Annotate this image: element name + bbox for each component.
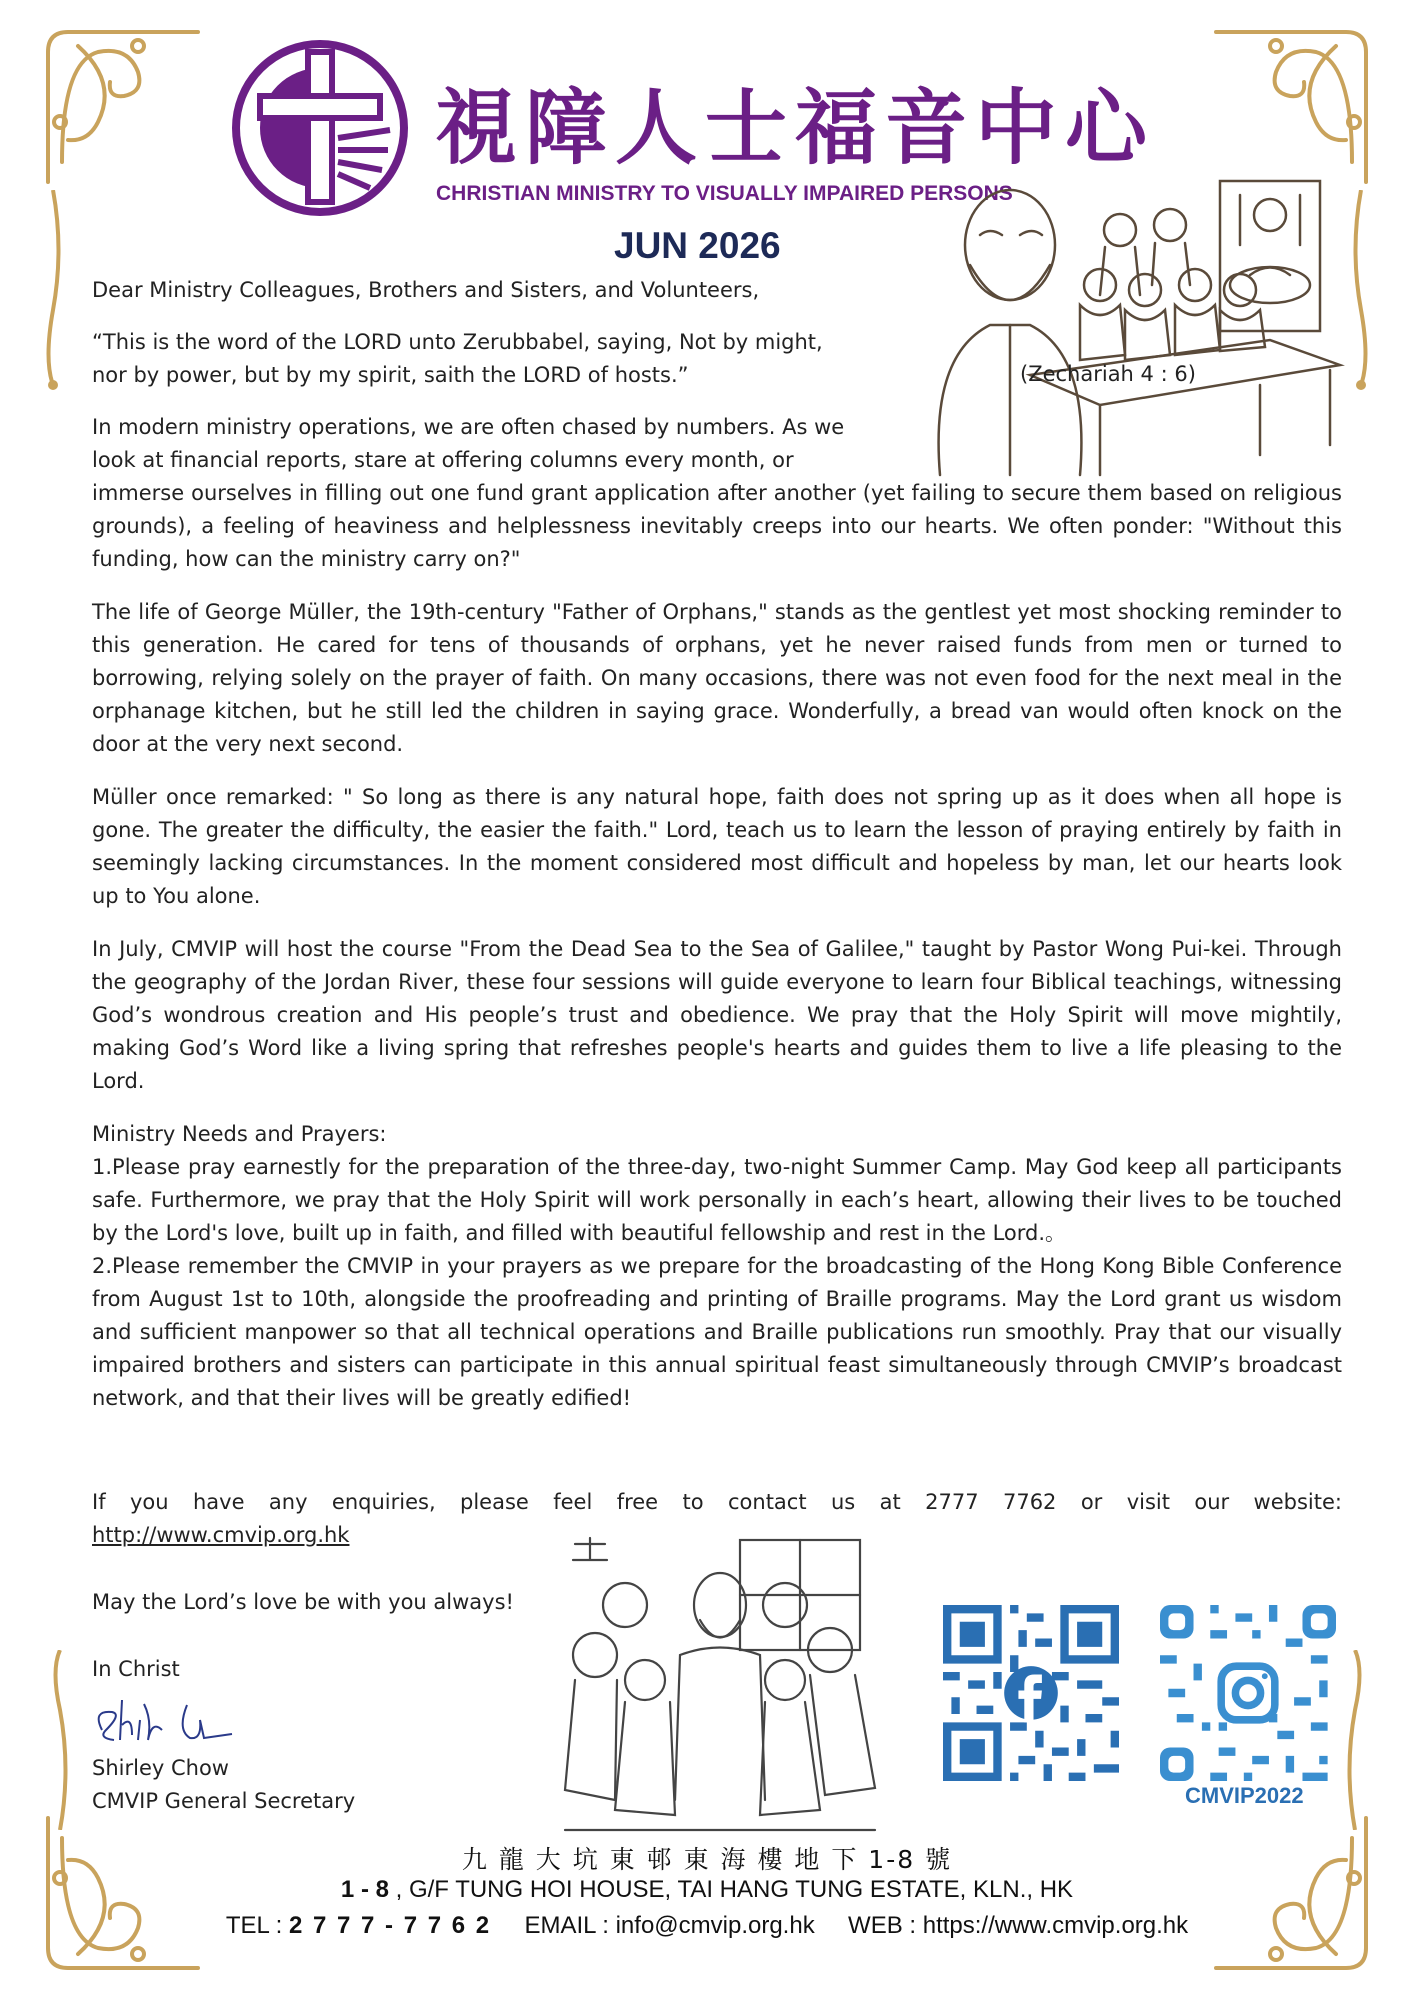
ministry-needs: [92, 1118, 1342, 1415]
web-value[interactable]: https://www.cmvip.org.hk: [922, 1912, 1189, 1939]
address-text: , G/F TUNG HOI HOUSE, TAI HANG TUNG ESTATE, KLN., HK: [395, 1876, 1074, 1903]
email-value[interactable]: info@cmvip.org.hk: [615, 1912, 815, 1939]
org-name-english: CHRISTIAN MINISTRY TO VISUALLY IMPAIRED PERSONS: [436, 182, 1013, 205]
needs-title: Ministry Needs and Prayers:: [92, 1122, 387, 1146]
instagram-handle: CMVIP2022: [1185, 1783, 1304, 1808]
website-link[interactable]: http://www.cmvip.org.hk: [92, 1523, 350, 1547]
address-number: 1 - 8: [340, 1876, 396, 1903]
ornament-left-side: [38, 190, 68, 390]
email-label: EMAIL :: [524, 1912, 609, 1939]
prayer-need-2: 2.Please remember the CMVIP in your prayers as we prepare for the broadcasting of the Hong Kong Bible Conference from August 1st to 10th, alongside the proofreading and printing of Braille programs. May the Lord grant us wisdom and sufficient manpower so that all technical operations and Braille publications run smoothly. Pray that our visually impaired brothers and sisters can participate in this annual spiritual feast simultaneously through CMVIP’s broadcast network, and that their lives will be greatly edified!: [92, 1254, 1342, 1410]
signer-title: CMVIP General Secretary: [92, 1789, 356, 1813]
website-link-wrap: [92, 1519, 492, 1552]
ornament-top-right: [1206, 22, 1376, 192]
footer-address-english: [0, 1876, 1414, 1904]
paragraph-3: Müller once remarked: " So long as there is any natural hope, faith does not spring up as it does when all hope is gone. The greater the difficulty, the easier the faith." Lord, teach us to learn the lesson of praying entirely by faith in seemingly lacking circumstances. In the moment considered most difficult and hopeless by man, let our hearts look up to You alone.: [92, 785, 1342, 908]
facebook-qr-code[interactable]: [943, 1605, 1119, 1781]
footer-address-chinese: 九 龍 大 坑 東 邨 東 海 樓 地 下 1-8 號: [461, 1845, 953, 1874]
ornament-right-lower: [1340, 1650, 1370, 1830]
signer-name: Shirley Chow: [92, 1756, 229, 1780]
paragraph-1: [92, 411, 1342, 576]
prayer-group-illustration: [555, 1530, 885, 1840]
signature-image: [92, 1690, 242, 1750]
web-label: WEB :: [848, 1912, 917, 1939]
instagram-qr-code[interactable]: [1160, 1605, 1336, 1781]
ornament-top-left: [38, 22, 208, 192]
blessing: May the Lord’s love be with you always!: [92, 1590, 514, 1614]
verse-line: “This is the word of the LORD unto Zerubbabel, saying, Not by might,: [92, 330, 823, 354]
para1-line: In modern ministry operations, we are often chased by numbers. As we: [92, 415, 845, 439]
prayer-need-1: 1.Please pray earnestly for the preparation of the three-day, two-night Summer Camp. May God keep all participants safe. Furthermore, we pray that the Holy Spirit will work personally in each’s heart, allowing their lives to be touched by the Lord's love, built up in faith, and filled with beautiful fellowship and rest in the Lord.。: [92, 1155, 1342, 1245]
issue-date: JUN 2026: [614, 225, 781, 266]
scripture-verse: [92, 326, 882, 392]
tel-value[interactable]: 2 7 7 7 - 7 7 6 2: [288, 1912, 492, 1939]
para1-line: look at financial reports, stare at offering columns every month, or: [92, 448, 794, 472]
verse-line: nor by power, but by my spirit, saith the LORD of hosts.”: [92, 363, 689, 387]
paragraph-4: In July, CMVIP will host the course "From the Dead Sea to the Sea of Galilee," taught by Pastor Wong Pui-kei. Through the geography of the Jordan River, these four sessions will guide everyone to learn four Biblical teachings, witnessing God’s wondrous creation and His people’s trust and obedience. We pray that the Holy Spirit will move mightily, making God’s Word like a living spring that refreshes people's hearts and guides them to live a life pleasing to the Lord.: [92, 937, 1342, 1093]
para1-rest: immerse ourselves in filling out one fund grant application after another (yet failing to secure them based on religious grounds), a feeling of heaviness and helplessness inevitably creeps into our hearts. We often ponder: "Without this funding, how can the ministry carry on?": [92, 481, 1342, 571]
ornament-left-lower: [45, 1650, 75, 1830]
paragraph-2: The life of George Müller, the 19th-century "Father of Orphans," stands as the gentlest yet most shocking reminder to this generation. He cared for tens of thousands of orphans, yet he never raised funds from men or turned to borrowing, relying solely on the prayer of faith. On many occasions, there was not even food for the next meal in the orphanage kitchen, but he still led the children in saying grace. Wonderfully, a bread van would often knock on the door at the very next second.: [92, 600, 1342, 756]
footer-contacts: [0, 1912, 1414, 1940]
cmvip-logo: [230, 38, 410, 218]
greeting: Dear Ministry Colleagues, Brothers and Sisters, and Volunteers,: [92, 278, 760, 302]
tel-label: TEL :: [225, 1912, 283, 1939]
org-name-chinese: 視障人士福音中心: [435, 81, 1156, 176]
verse-reference: (Zechariah 4 : 6): [1020, 362, 1196, 386]
closing: In Christ: [92, 1657, 180, 1681]
ornament-right-side: [1346, 190, 1376, 390]
enquiry-text: If you have any enquiries, please feel free to contact us at 2777 7762 or visit our website:: [92, 1490, 1342, 1514]
